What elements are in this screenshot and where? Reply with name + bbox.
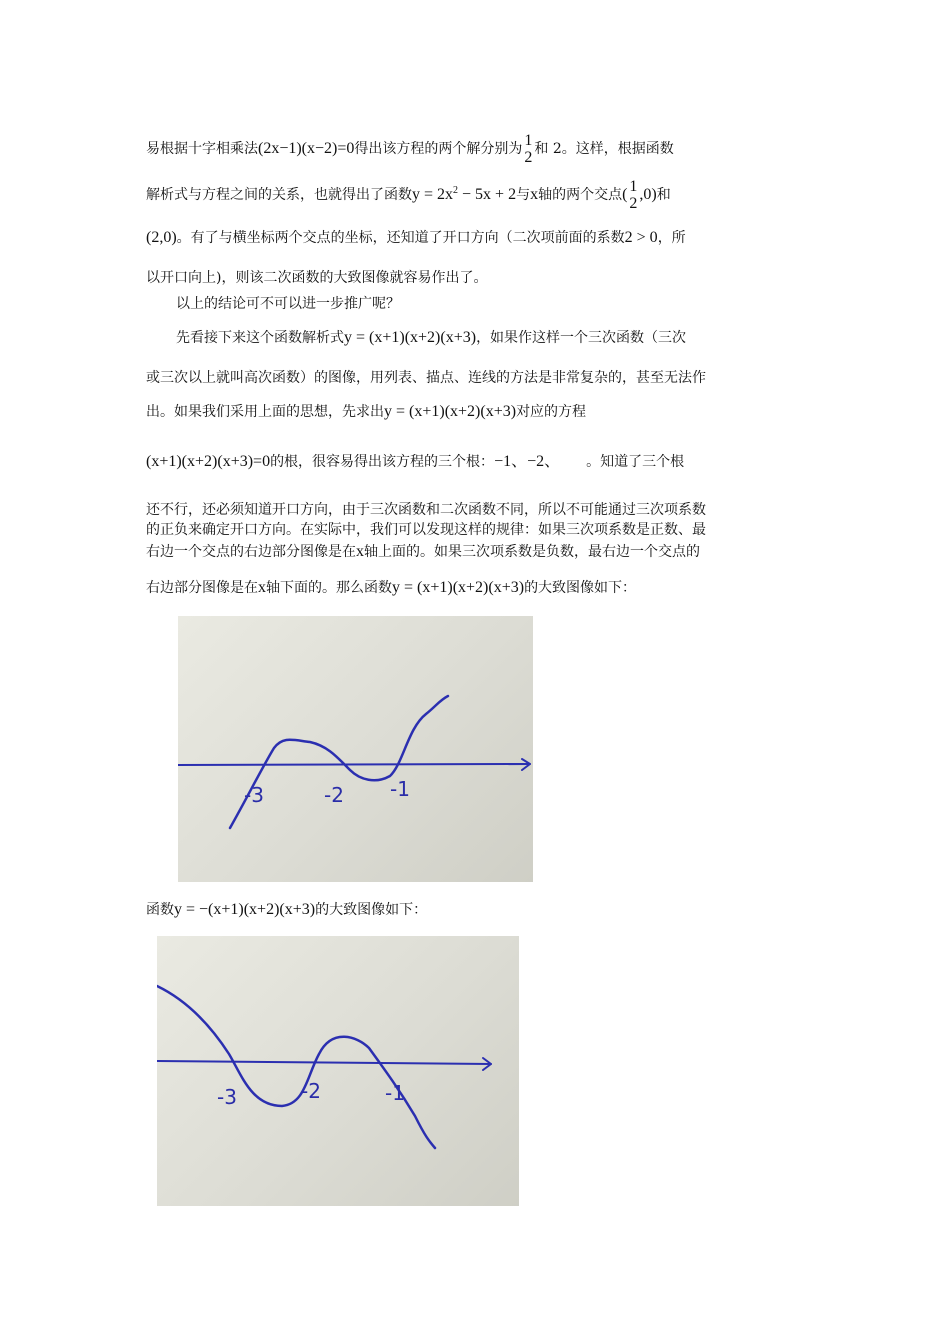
variable: x (530, 186, 539, 203)
text-line-8 (146, 402, 806, 422)
denominator: 2 (524, 149, 533, 166)
text: 轴的两个交点 (538, 187, 623, 203)
text: 的大致图像如下： (315, 902, 428, 918)
text: 和 2。这样，根据函数 (534, 141, 674, 157)
text: 。知道了三个根 (586, 454, 685, 470)
label-neg3: -3 (244, 783, 264, 807)
fraction-one-half (524, 132, 532, 166)
fraction-one-half (629, 178, 637, 212)
text: 的大致图像如下： (524, 580, 637, 596)
text: ，如果作这样一个三次函数（三次 (476, 330, 687, 346)
equation: y = (x+1)(x+2)(x+3) (392, 579, 525, 596)
text-line-13 (146, 578, 806, 598)
text-line-7 (146, 368, 806, 388)
coordinate: (2,0) (146, 229, 177, 246)
text: 出。如果我们采用上面的思想，先求出 (146, 404, 384, 420)
text: 右边一个交点的右边部分图像是在 (146, 544, 356, 560)
numerator: 1 (629, 178, 638, 195)
text: 先看接下来这个函数解析式 (176, 330, 344, 346)
text: 轴下面的。那么函数 (266, 580, 392, 596)
equation: (x+1)(x+2)(x+3)=0 (146, 453, 271, 470)
text-line-5 (176, 294, 836, 314)
variable: x (258, 579, 266, 596)
label-neg2: -2 (301, 1079, 321, 1103)
text: 的根，很容易得出该方程的三个根： (270, 454, 495, 470)
equation: y = (x+1)(x+2)(x+3) (344, 329, 477, 346)
x-axis (157, 1061, 491, 1064)
equation: y = (x+1)(x+2)(x+3) (384, 403, 517, 420)
text-line-14 (146, 900, 806, 920)
inequality: 2 > 0 (624, 229, 658, 246)
equation: ,0) (639, 186, 657, 203)
text: 易根据十字相乘法 (146, 141, 258, 157)
text-line-4 (146, 268, 806, 288)
text-line-6 (176, 328, 806, 348)
graph-sketch (178, 616, 533, 882)
text-line-12 (146, 542, 806, 562)
text-line-9 (146, 452, 806, 472)
text: 轴上面的。如果三次项系数是负数，最右边一个交点的 (364, 544, 700, 560)
roots: −1、−2、 (494, 453, 561, 470)
text: 以上的结论可不可以进一步推广呢？ (176, 296, 400, 312)
graph-sketch (157, 936, 519, 1206)
equation (412, 186, 516, 203)
text: 。有了与横坐标两个交点的坐标，还知道了开口方向（二次项前面的系数 (176, 230, 625, 246)
equation: y = −(x+1)(x+2)(x+3) (174, 901, 316, 918)
text-line-11 (146, 520, 806, 540)
variable: x (356, 543, 364, 560)
cubic-curve (157, 986, 435, 1148)
text: 右边部分图像是在 (146, 580, 258, 596)
text: 对应的方程 (516, 404, 587, 420)
numerator: 1 (524, 132, 533, 149)
cubic-curve (230, 696, 448, 828)
text: 还不行，还必须知道开口方向，由于三次函数和二次函数不同，所以不可能通过三次项系数 (146, 502, 706, 518)
text: ，所 (657, 230, 686, 246)
label-neg1: -1 (390, 777, 410, 801)
text-line-3 (146, 228, 806, 248)
superscript: 2 (453, 185, 459, 196)
eq-part: − 5x + 2 (458, 186, 517, 203)
text-line-1 (146, 132, 806, 166)
graph-photo-positive-cubic (178, 616, 533, 882)
label-neg1: -1 (385, 1081, 405, 1105)
eq-part: y = 2x (412, 186, 454, 203)
text: 函数 (146, 902, 174, 918)
equation: (2x−1)(x−2)=0 (258, 140, 355, 157)
text: 解析式与方程之间的关系，也就得出了函数 (146, 187, 412, 203)
denominator: 2 (629, 195, 638, 212)
text: 的正负来确定开口方向。在实际中，我们可以发现这样的规律：如果三次项系数是正数、最 (146, 522, 706, 538)
label-neg3: -3 (217, 1085, 237, 1109)
paren: ( (622, 186, 628, 203)
text: 与 (516, 187, 531, 203)
text: 得出该方程的两个解分别为 (354, 141, 523, 157)
text: 或三次以上就叫高次函数）的图像，用列表、描点、连线的方法是非常复杂的，甚至无法作 (146, 370, 706, 386)
label-neg2: -2 (324, 783, 344, 807)
graph-photo-negative-cubic (157, 936, 519, 1206)
text: 以开口向上)，则该二次函数的大致图像就容易作出了。 (146, 270, 488, 286)
text: 和 (656, 187, 671, 203)
x-axis (178, 764, 530, 765)
text-line-10 (146, 500, 806, 520)
text-line-2 (146, 178, 806, 212)
